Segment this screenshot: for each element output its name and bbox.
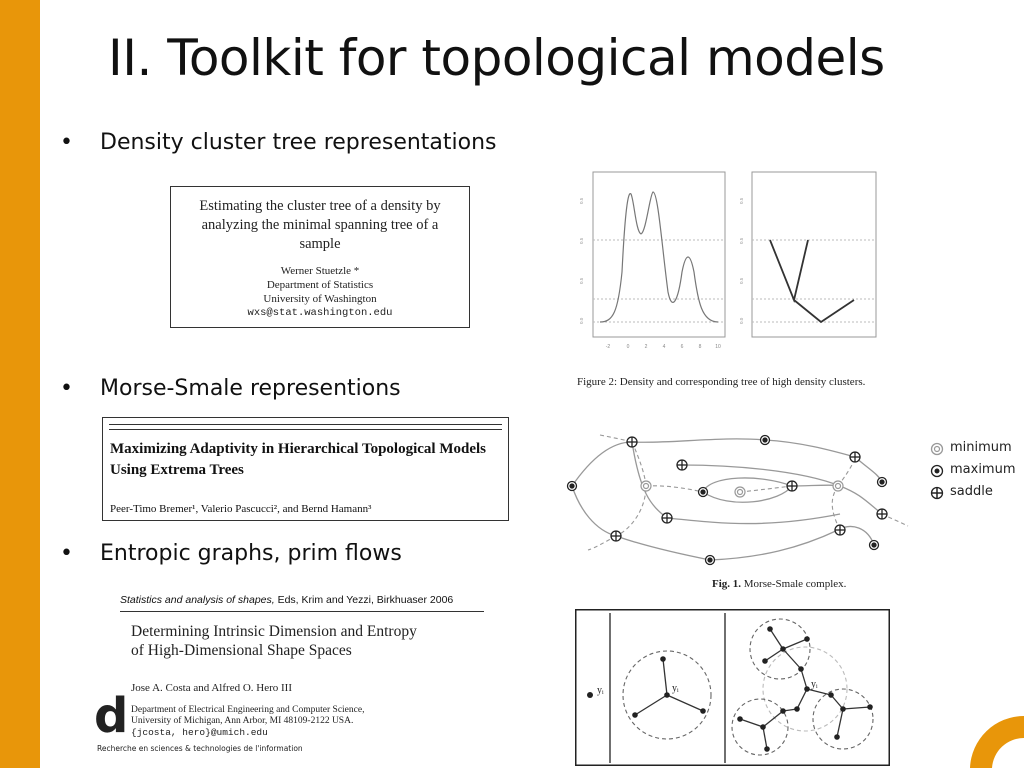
x-tick-label: 10 xyxy=(715,344,721,350)
figure-caption-text: Morse-Smale complex. xyxy=(741,578,847,590)
maximum-icon xyxy=(930,464,944,478)
point-label: yᵢ xyxy=(597,685,604,696)
top-rule xyxy=(109,429,502,430)
svg-text:0.0: 0.0 xyxy=(739,317,744,324)
svg-text:0.5: 0.5 xyxy=(739,277,744,284)
paper-author: Werner Stuetzle * xyxy=(280,265,360,277)
paper-aff-line: University of Michigan, Ann Arbor, MI 48109-2122 USA. xyxy=(131,716,354,726)
svg-text:0.0: 0.0 xyxy=(579,317,584,324)
paper-email: wxs@stat.washington.edu xyxy=(247,307,393,319)
logo-tagline: Recherche en sciences & technologies de l'information xyxy=(97,744,303,753)
paper-authors: Jose A. Costa and Alfred O. Hero III xyxy=(131,682,292,694)
paper-title xyxy=(131,622,417,660)
paper-clipping-extrema-trees xyxy=(102,417,509,521)
paper-affiliation xyxy=(131,705,364,738)
paper-email: {jcosta, hero}@umich.edu xyxy=(131,727,268,738)
minimum-icon xyxy=(930,442,944,456)
morse-smale-figure xyxy=(560,430,920,570)
bullet-dot: • xyxy=(60,376,73,401)
svg-text:0.5: 0.5 xyxy=(579,197,584,204)
paper-aff-line: Department of Electrical Engineering and Computer Science, xyxy=(131,705,365,715)
x-tick-label: 2 xyxy=(644,344,648,350)
paper-univ: University of Washington xyxy=(263,293,377,305)
x-tick-label: -2 xyxy=(605,344,611,350)
paper-title-line: Determining Intrinsic Dimension and Entropy xyxy=(131,623,417,640)
paper-title-line: of High-Dimensional Shape Spaces xyxy=(131,642,352,659)
corner-arc-decoration xyxy=(960,712,1024,768)
paper-authors: Peer-Timo Bremer¹, Valerio Pascucci², and Bernd Hamann³ xyxy=(110,503,372,515)
figure-caption: Figure 2: Density and corresponding tree of high density clusters. xyxy=(577,376,866,388)
entropic-graph-figure xyxy=(575,609,890,766)
citation-rest: Eds, Krim and Yezzi, Birkhuaser 2006 xyxy=(274,594,454,606)
svg-text:0.5: 0.5 xyxy=(579,237,584,244)
x-tick-label: 0 xyxy=(626,344,630,350)
slide-title: II. Toolkit for topological models xyxy=(108,29,885,87)
point-label: yᵢ xyxy=(672,683,679,694)
citation-rule xyxy=(120,611,484,612)
paper-affiliation xyxy=(171,264,469,320)
legend-label: minimum xyxy=(950,440,1012,455)
x-tick-label: 6 xyxy=(680,344,684,350)
bullet-dot: • xyxy=(60,541,73,566)
bullet-text: Entropic graphs, prim flows xyxy=(100,541,402,566)
bullet-dot: • xyxy=(60,130,73,155)
legend-label: saddle xyxy=(950,484,993,499)
accent-sidebar xyxy=(0,0,40,768)
point-label: yᵢ xyxy=(811,679,818,690)
top-rule xyxy=(109,424,502,425)
bullet-text: Morse-Smale representions xyxy=(100,376,401,401)
x-tick-label: 8 xyxy=(698,344,702,350)
logo-letter: d xyxy=(94,688,129,744)
paper-title: Maximizing Adaptivity in Hierarchical Topological Models Using Extrema Trees xyxy=(110,441,486,478)
saddle-icon xyxy=(930,486,944,500)
citation xyxy=(120,594,453,606)
svg-text:0.5: 0.5 xyxy=(579,277,584,284)
svg-text:0.5: 0.5 xyxy=(739,197,744,204)
figure-caption-number: Fig. 1. xyxy=(712,578,742,590)
citation-title: Statistics and analysis of shapes, xyxy=(120,594,275,606)
paper-clipping-cluster-tree xyxy=(170,186,470,328)
legend-label: maximum xyxy=(950,462,1016,477)
cluster-tree-plot xyxy=(738,172,878,342)
density-plot xyxy=(578,172,728,362)
figure-caption xyxy=(712,578,846,590)
x-tick-label: 4 xyxy=(662,344,666,350)
paper-title: Estimating the cluster tree of a density by analyzing the minimal spanning tree of a sample xyxy=(199,198,441,252)
bullet-text: Density cluster tree representations xyxy=(100,130,497,155)
paper-dept: Department of Statistics xyxy=(266,279,374,291)
svg-text:0.5: 0.5 xyxy=(739,237,744,244)
x-axis-ticks xyxy=(606,344,721,350)
